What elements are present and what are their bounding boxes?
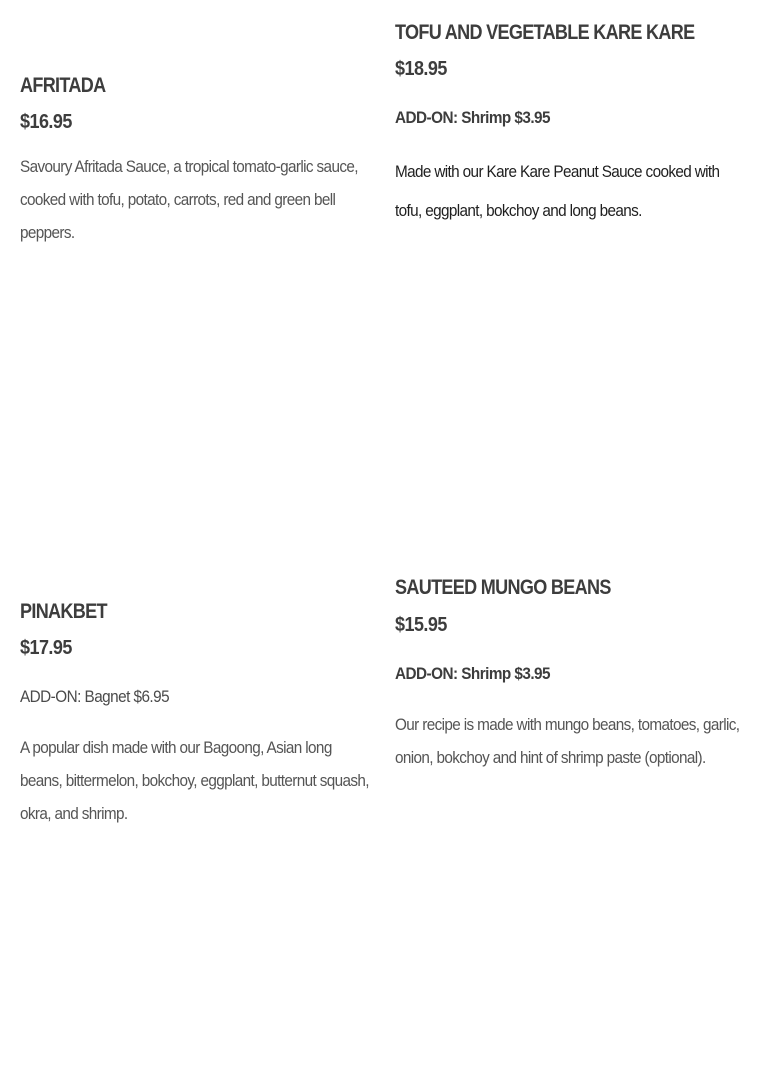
item-name: SAUTEED MUNGO BEANS bbox=[395, 576, 611, 599]
item-addon: ADD-ON: Bagnet $6.95 bbox=[20, 687, 170, 706]
item-description: Our recipe is made with mungo beans, tomatoes, garlic, onion, bokchoy and hint of shrimp paste (optional). bbox=[395, 715, 740, 767]
item-price: $18.95 bbox=[395, 58, 447, 80]
item-price: $17.95 bbox=[20, 637, 72, 659]
menu-item-sauteed-mungo-beans bbox=[395, 575, 745, 774]
item-addon: ADD-ON: Shrimp $3.95 bbox=[395, 108, 550, 127]
menu-item-tofu-kare-kare bbox=[395, 20, 745, 230]
item-price: $15.95 bbox=[395, 614, 447, 636]
item-name: PINAKBET bbox=[20, 600, 107, 623]
item-description: Savoury Afritada Sauce, a tropical tomato-garlic sauce, cooked with tofu, potato, carrots, red and green bell peppers. bbox=[20, 157, 358, 242]
menu-item-afritada bbox=[20, 73, 370, 249]
item-addon: ADD-ON: Shrimp $3.95 bbox=[395, 664, 550, 683]
menu-item-pinakbet bbox=[20, 599, 370, 830]
item-name: AFRITADA bbox=[20, 74, 106, 97]
item-name: TOFU AND VEGETABLE KARE KARE bbox=[395, 21, 695, 44]
item-price: $16.95 bbox=[20, 111, 72, 133]
item-description: A popular dish made with our Bagoong, Asian long beans, bittermelon, bokchoy, eggplant, butternut squash, okra, and shrimp. bbox=[20, 738, 369, 823]
item-description: Made with our Kare Kare Peanut Sauce cooked with tofu, eggplant, bokchoy and long beans. bbox=[395, 162, 720, 220]
